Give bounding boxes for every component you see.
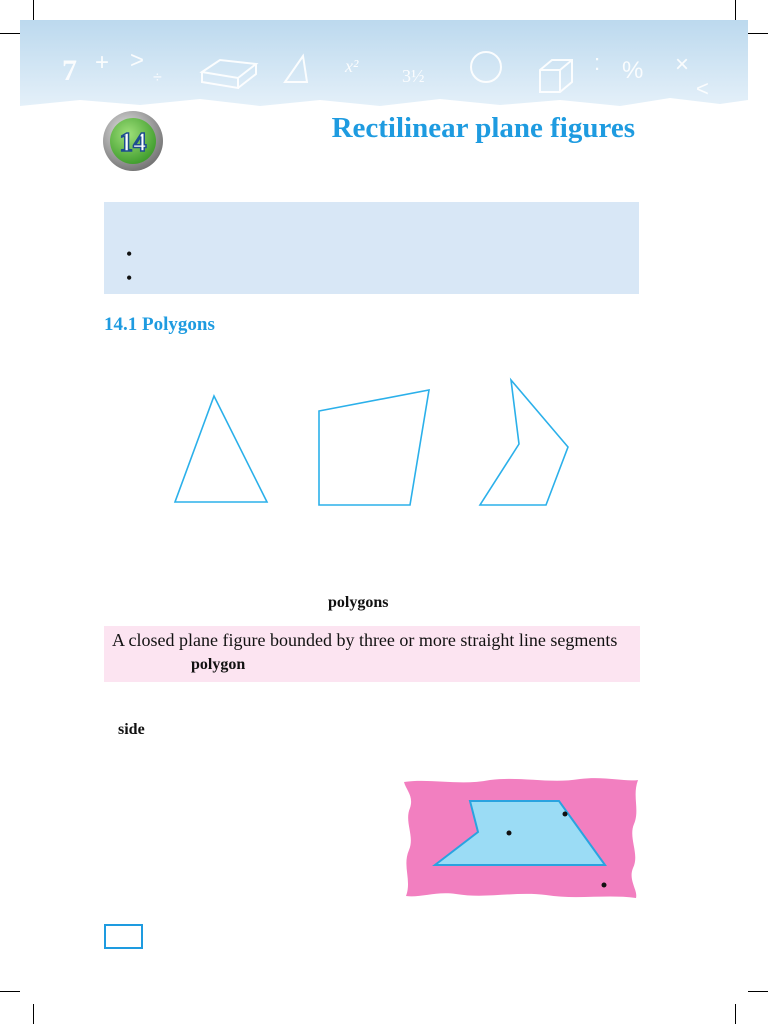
vertex-point	[563, 812, 568, 817]
colon-icon: :	[594, 50, 601, 75]
quadrilateral-figure	[319, 390, 429, 505]
crop-mark	[748, 33, 768, 34]
term-side: side	[118, 721, 145, 738]
polygon-examples	[160, 370, 590, 520]
banner-symbol-percent: %	[622, 57, 644, 84]
crop-mark	[0, 33, 20, 34]
bullet-icon: •	[126, 268, 133, 288]
objective-item	[126, 266, 144, 290]
definition-box	[104, 626, 640, 682]
interior-point	[507, 831, 512, 836]
objectives-box	[104, 202, 639, 294]
definition-term: polygon	[191, 656, 246, 673]
banner-symbol-times: ×	[675, 51, 690, 78]
polygon-on-paper-illustration	[400, 776, 640, 900]
banner-symbol-square: x²	[345, 56, 359, 76]
banner-symbol-fraction: 3½	[402, 66, 425, 86]
chapter-number: 14	[119, 127, 147, 157]
banner-symbol-greater: >	[130, 47, 145, 74]
header-banner	[20, 20, 748, 108]
triangle-figure	[175, 396, 267, 502]
banner-symbol-divide: ÷	[153, 69, 162, 86]
page-number-box	[104, 924, 143, 949]
crop-mark	[748, 991, 768, 992]
chapter-title: Rectilinear plane figures	[331, 112, 635, 144]
banner-symbol-seven: 7	[62, 54, 77, 87]
objective-item	[126, 242, 144, 266]
crop-mark	[735, 0, 736, 20]
objectives-list	[126, 242, 144, 290]
pentagon-figure	[480, 380, 568, 505]
definition-text: A closed plane figure bounded by three or more straight line segments	[112, 630, 618, 650]
chapter-badge	[102, 110, 164, 172]
crop-mark	[735, 1004, 736, 1024]
bullet-icon: •	[126, 244, 133, 264]
crop-mark	[33, 0, 34, 20]
section-heading: 14.1 Polygons	[104, 314, 215, 335]
exterior-point	[602, 883, 607, 888]
banner-symbol-plus: +	[95, 49, 110, 76]
crop-mark	[33, 1004, 34, 1024]
term-polygons: polygons	[328, 594, 389, 611]
crop-mark	[0, 991, 20, 992]
banner-symbol-less: <	[696, 76, 709, 101]
